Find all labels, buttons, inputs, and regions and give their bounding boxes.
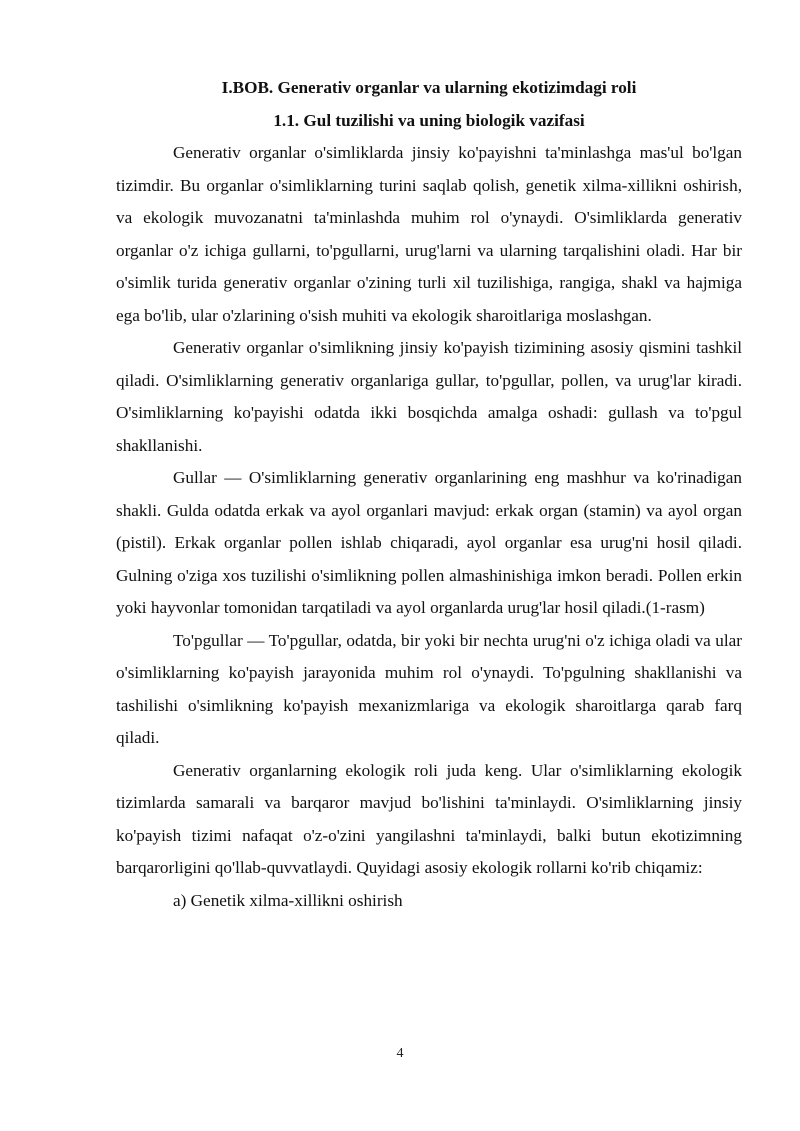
paragraph-5: Generativ organlarning ekologik roli juda keng. Ular o'simliklarning ekologik tizimlarda samarali va barqaror mavjud bo'lishini ta'minlaydi. O'simliklarning jinsiy ko'payish tizimi nafaqat o'z-o'zini yangilashni ta'minlaydi, balki butun ekotizimning barqarorligini qo'llab-quvvatlaydi. Quyidagi asosiy ekologik rollarni ko'rib chiqamiz: bbox=[116, 760, 742, 877]
paragraph-2: Generativ organlar o'simlikning jinsiy ko'payish tizimining asosiy qismini tashkil qiladi. O'simliklarning generativ organlariga gullar, to'pgullar, pollen, va urug'lar kiradi. O'simliklarning ko'payishi odatda ikki bosqichda amalga oshadi: gullash va to'pgul shakllanishi. bbox=[116, 338, 742, 455]
list-item: a) Genetik xilma-xillikni oshirish bbox=[173, 890, 403, 910]
chapter-title: I.BOB. Generativ organlar va ularning ekotizimdagi roli bbox=[221, 78, 637, 97]
page-number: 4 bbox=[396, 1046, 404, 1061]
paragraph-1: Generativ organlar o'simliklarda jinsiy ko'payishni ta'minlashga mas'ul bo'lgan tizimdir. Bu organlar o'simliklarning turini saqlab qolish, genetik xilma-xillikni oshirish, va ekologik muvozanatni ta'minlashda muhim rol o'ynaydi. O'simliklarda generativ organlar o'z ichiga gullarni, to'pgullarni, urug'larni va ularning tarqalishini oladi. Har bir o'simlik turida generativ organlar o'zining turli xil tuzilishiga, rangiga, shakl va hajmiga ega bo'lib, ular o'zlarining o'sish muhiti va ekologik sharoitlariga moslashgan. bbox=[116, 143, 742, 325]
paragraph-4: To'pgullar — To'pgullar, odatda, bir yoki bir nechta urug'ni o'z ichiga oladi va ular o'simliklarning ko'payish jarayonida muhim rol o'ynaydi. To'pgulning shakllanishi va tashilishi o'simlikning ko'payish mexanizmlariga va ekologik sharoitlarga qarab farq qiladi. bbox=[116, 630, 742, 747]
paragraph-3: Gullar — O'simliklarning generativ organlarining eng mashhur va ko'rinadigan shakli. Gulda odatda erkak va ayol organlari mavjud: erkak organ (stamin) va ayol organ (pistil). Erkak organlar pollen ishlab chiqaradi, ayol organlar esa urug'ni hosil qiladi. Gulning o'ziga xos tuzilishi o'simlikning pollen almashinishiga imkon beradi. Pollen erkin yoki hayvonlar tomonidan tarqatiladi va ayol organlarda urug'lar hosil qiladi.(1-rasm) bbox=[116, 468, 742, 617]
section-title: 1.1. Gul tuzilishi va uning biologik vazifasi bbox=[273, 110, 585, 130]
